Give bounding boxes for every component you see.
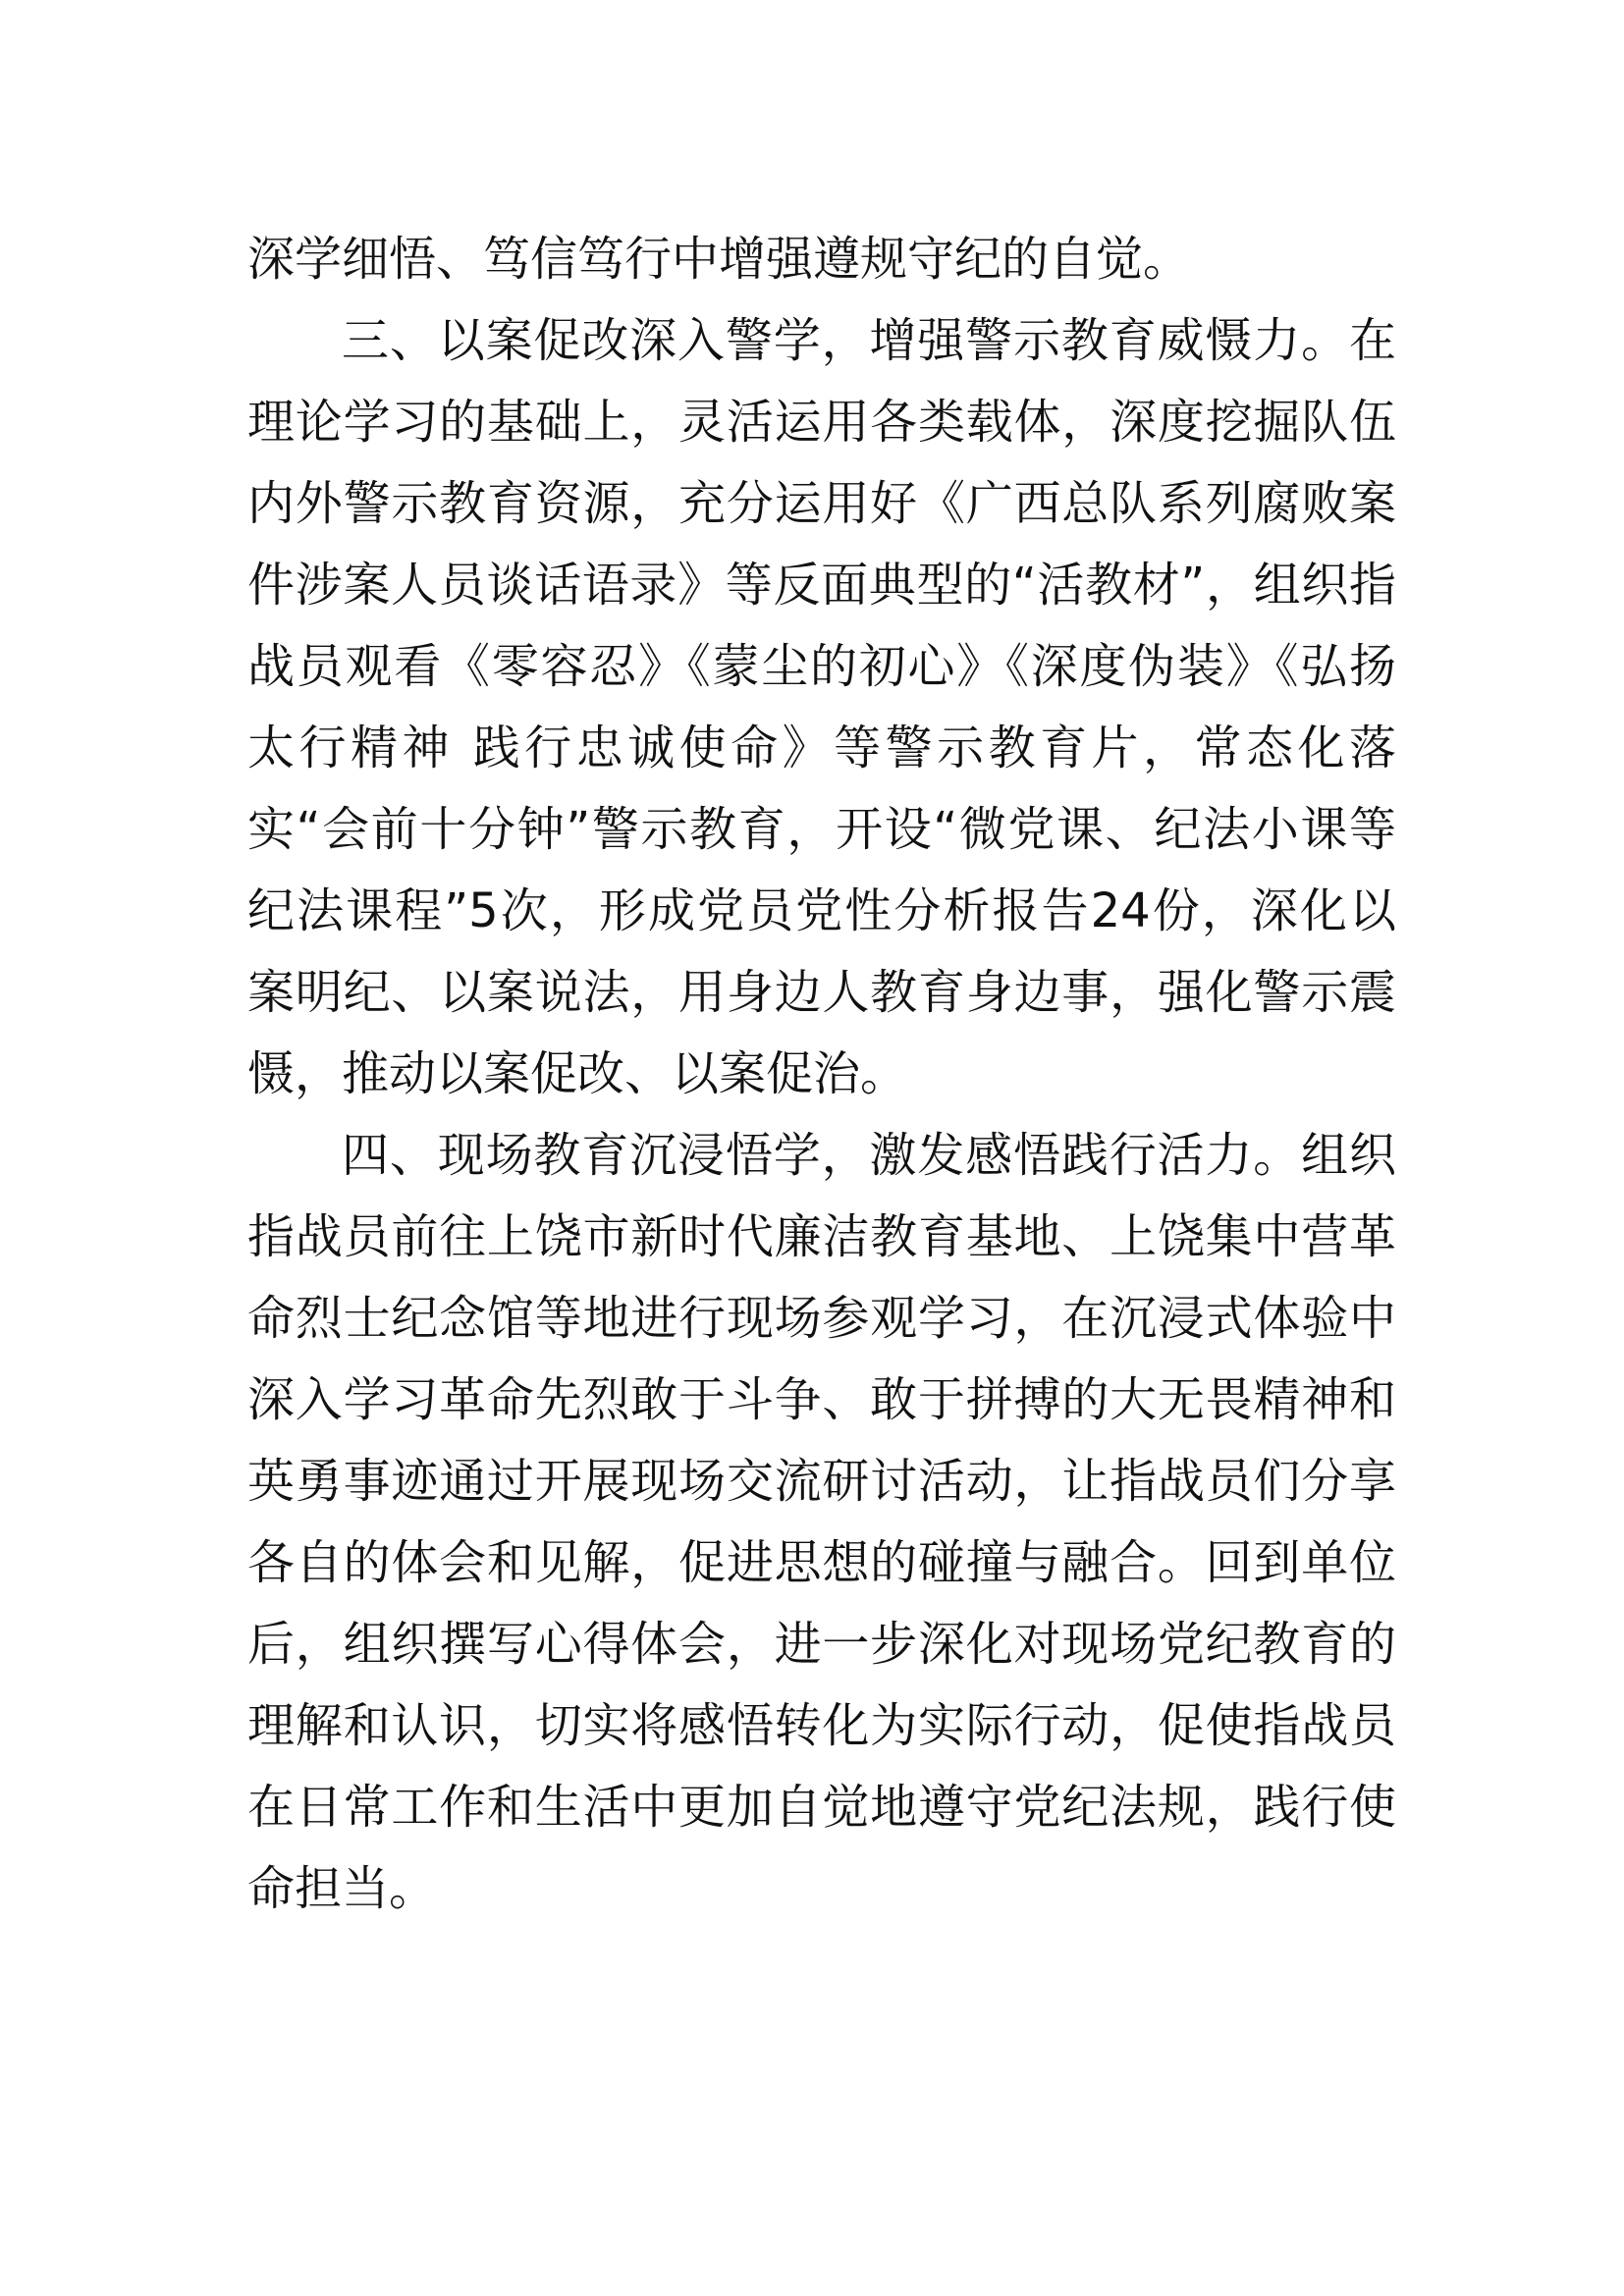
paragraph-continuation: 深学细悟、笃信笃行中增强遵规守纪的自觉。 [247,232,1191,287]
body-text [247,219,1396,1930]
paragraph-section-four: 四、现场教育沉浸悟学，激发感悟践行活力。组织指战员前往上饶市新时代廉洁教育基地、上饶集中营革命烈士纪念馆等地进行现场参观学习，在沉浸式体验中深入学习革命先烈敢于斗争、敢于拼搏的大无畏精神和英勇事迹通过开展现场交流研讨活动，让指战员们分享各自的体会和见解，促进思想的碰撞与融合。回到单位后，组织撰写心得体会，进一步深化对现场党纪教育的理解和认识，切实将感悟转化为实际行动，促使指战员在日常工作和生活中更加自觉地遵守党纪法规，践行使命担当。 [247,1128,1396,1916]
paragraph-section-three: 三、以案促改深入警学，增强警示教育威慑力。在理论学习的基础上，灵活运用各类载体，深度挖掘队伍内外警示教育资源，充分运用好《广西总队系列腐败案件涉案人员谈话语录》等反面典型的“活教材”，组织指战员观看《零容忍》《蒙尘的初心》《深度伪装》《弘扬太行精神 践行忠诚使命》等警示教育片，常态化落实“会前十分钟”警示教育，开设“微党课、纪法小课等纪法课程”5次，形成党员党性分析报告24份，深化以案明纪、以案说法，用身边人教育身边事，强化警示震慑，推动以案促改、以案促治。 [247,313,1396,1101]
